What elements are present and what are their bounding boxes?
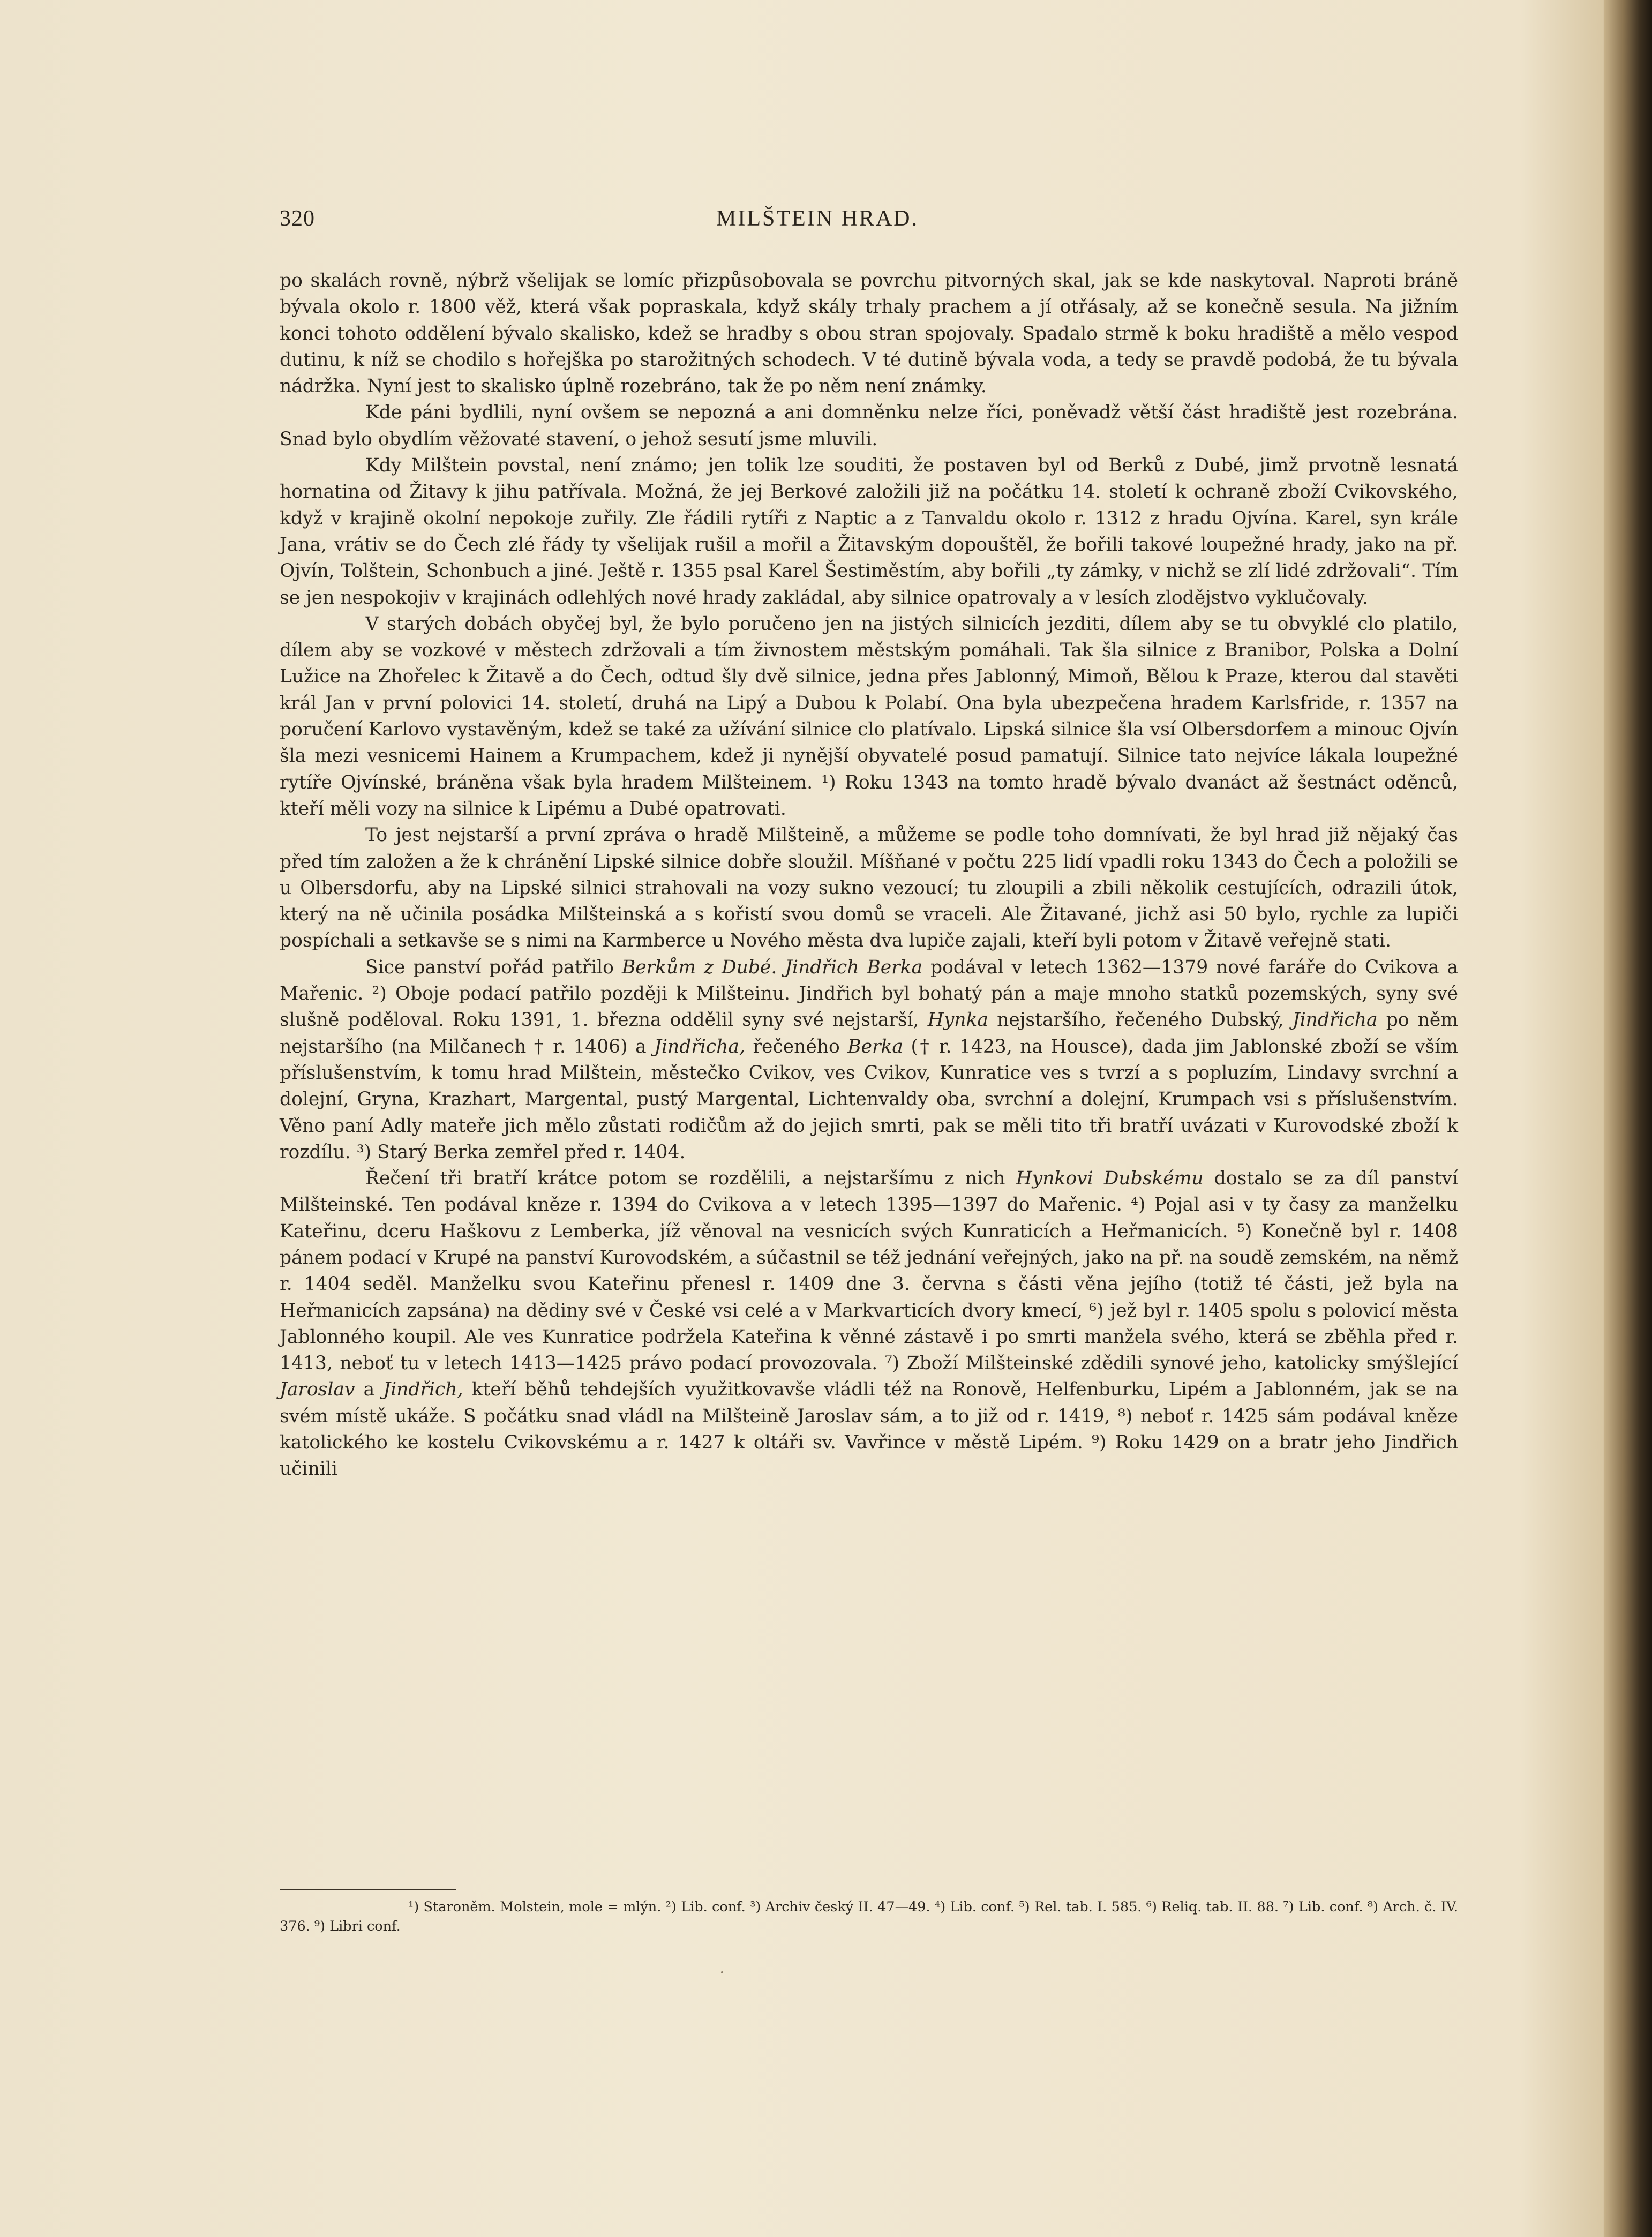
paragraph-5: To jest nejstarší a první zpráva o hradě Milšteině, a můžeme se podle toho domnívati, že byl hrad již nějaký čas před tím založen a že k chránění Lipské silnice dobře sloužil. Míšňané v počtu 225 lidí vpadli roku 1343 do Čech a položili se u Olbersdorfu, aby na Lipské silnici strahovali na vozy sukno vezoucí; tu zloupili a zbili několik cestujících, odrazili útok, který na ně učinila posádka Milšteinská a s kořistí svou domů se vraceli. Ale Žitavané, jichž asi 50 bylo, rychle za lupiči pospíchali a setkavše se s nimi na Karmberce u Nového města dva lupiče zajali, kteří byli potom v Žitavě veřejně stati. bbox=[280, 824, 1458, 952]
italic-name: Hynkovi Dubskému bbox=[1016, 1168, 1204, 1190]
running-head: MILŠTEIN HRAD. bbox=[716, 206, 919, 231]
page-header bbox=[280, 206, 1355, 243]
paragraph-3: Kdy Milštein povstal, není známo; jen tolik lze souditi, že postaven byl od Berků z Dubé, jimž prvotně lesnatá hornatina od Žitavy k jihu patřívala. Možná, že jej Berkové založili již na počátku 14. století k ochraně zboží Cvikovského, když v krajině okolní nepokoje zuřily. Zle řádili rytíři z Naptic a z Tanvaldu okolo r. 1312 z hradu Ojvína. Karel, syn krále Jana, vrátiv se do Čech zlé řády ty všelijak rušil a mořil a Žitavským dopouštěl, že bořili takové loupežné hrady, jako na př. Ojvín, Tolštein, Schonbuch a jiné. Ještě r. 1355 psal Karel Šestiměstím, aby bořili „ty zámky, v nichž se zlí lidé zdržovali“. Tím se jen nespokojiv v krajinách odlehlých nové hrady zakládal, aby silnice opatrovaly a v lesích zlodějstvo vyklučovaly. bbox=[280, 455, 1458, 609]
paragraph-7: Řečení tři bratří krátce potom se rozdělili, a nejstaršímu z nich Hynkovi Dubskému dostalo se za díl panství Milšteinské. Ten podával kněze r. 1394 do Cvikova a v letech 1395—1397 do Mařenic. ⁴) Pojal asi v ty časy za manželku Kateřinu, dceru Haškovu z Lemberka, jíž věnoval na vesnicích svých Kunraticích a Heřmanicích. ⁵) Konečně byl r. 1408 pánem podací v Krupé na panství Kurovodském, a súčastnil se též jednání veřejných, jako na př. na soudě zemském, na němž r. 1404 seděl. Manželku svou Kateřinu přenesl r. 1409 dne 3. června s části věna jejího (totiž té části, jež byla na Heřmanicích zapsána) na dědiny své v České vsi celé a v Markvarticích dvory kmecí, ⁶) jež byl r. 1405 spolu s polovicí města Jablonného koupil. Ale ves Kunratice podržela Kateřina k věnné zástavě i po smrti manžela svého, která se zběhla před r. 1413, neboť tu v letech 1413—1425 právo podací provozovala. ⁷) Zboží Milšteinské zdědili synové jeho, katolicky smýšlející Jaroslav a Jindřich, kteří běhů tehdejších využitkovavše vládli též na Ronově, Helfenburku, Lipém a Jablonném, jak se na svém místě ukáže. S počátku snad vládl na Milšteině Jaroslav sám, a to již od r. 1419, ⁸) neboť r. 1425 sám podával kněze katolického ke kostelu Cvikovskému a r. 1427 k oltáři sv. Vavřince v městě Lipém. ⁹) Roku 1429 on a bratr jeho Jindřich učinili bbox=[280, 1168, 1459, 1480]
footnotes: ¹) Staroněm. Molstein, mole = mlýn. ²) Lib. conf. ³) Archiv český II. 47—49. ⁴) Lib. conf. ⁵) Rel. tab. I. 585. ⁶) Reliq. tab. II. 88. ⁷) Lib. conf. ⁸) Arch. č. IV. 376. ⁹) Libri conf. bbox=[280, 1899, 1458, 1934]
italic-name: Berkům z Dubé bbox=[621, 956, 771, 978]
paragraph-4: V starých dobách obyčej byl, že bylo poručeno jen na jistých silnicích jezditi, dílem aby se tu obvyklé clo platilo, dílem aby se vozkové v městech zdržovali a tím živnostem městským pomáhali. Tak šla silnice z Branibor, Polska a Dolní Lužice na Zhořelec k Žitavě a do Čech, odtud šly dvě silnice, jedna přes Jablonný, Mimoň, Bělou k Praze, kterou dal stavěti král Jan v první polovici 14. století, druhá na Lipý a Dubou k Polabí. Ona byla ubezpečena hradem Karlsfride, r. 1357 na poručení Karlovo vystavěným, kdež se také za užívání silnice clo platívalo. Lipská silnice šla vsí Olbersdorfem a minouc Ojvín šla mezi vesnicemi Hainem a Krumpachem, kdež ji nynější obyvatelé posud pamatují. Silnice tato nejvíce lákala loupežné rytíře Ojvínské, bráněna však byla hradem Milšteinem. ¹) Roku 1343 na tomto hradě bývalo dvanáct až šestnáct oděnců, kteří měli vozy na silnice k Lipému a Dubé opatrovati. bbox=[280, 613, 1458, 820]
page-number: 320 bbox=[280, 206, 315, 231]
italic-name: Jindřicha bbox=[1292, 1009, 1378, 1031]
paragraph-6: Sice panství pořád patřilo Berkům z Dubé. Jindřich Berka podával v letech 1362—1379 nové faráře do Cvikova a Mařenic. ²) Oboje podací patřilo později k Milšteinu. Jindřich byl bohatý pán a maje mnoho statků pozemských, syny své slušně poděloval. Roku 1391, 1. března oddělil syny své nejstarší, Hynka nejstaršího, řečeného Dubský, Jindřicha po něm nejstaršího (na Milčanech † r. 1406) a Jindřicha, řečeného Berka († r. 1423, na Housce), dada jim Jablonské zboží se vším příslušenstvím, k tomu hrad Milštein, městečko Cvikov, ves Cvikov, Kunratice ves s tvrzí a s popluzím, Lindavy svrchní a dolejní, Gryna, Krazhart, Margental, pustý Margental, Lichtenvaldy oba, svrchní a dolejní, Krumpach vsi s příslušenstvím. Věno paní Adly mateře jich mělo zůstati rodičům až do jejich smrti, pak se měli tito tři bratří uvázati v Kurovodské zboží k rozdílu. ³) Starý Berka zemřel před r. 1404. bbox=[280, 956, 1459, 1163]
paper-speck bbox=[721, 1971, 723, 1973]
footnote-rule bbox=[280, 1889, 456, 1890]
italic-name: Berka bbox=[847, 1035, 903, 1057]
italic-name: Jindřich Berka bbox=[785, 956, 923, 978]
italic-name: Jaroslav bbox=[280, 1379, 355, 1401]
book-spine-edge bbox=[1604, 0, 1652, 2237]
italic-name: Hynka bbox=[927, 1009, 988, 1031]
paragraph-1: po skalách rovně, nýbrž všelijak se lomíc přizpůsobovala se povrchu pitvorných skal, jak se kde naskytoval. Naproti bráně bývala okolo r. 1800 věž, která však popraskala, když skály trhaly prachem a jí otřásaly, až se konečně sesula. Na jižním konci tohoto oddělení bývalo skalisko, kdež se hradby s obou stran spojovaly. Spadalo strmě k boku hradiště a mělo vespod dutinu, k níž se chodilo s hořejška po starožitných schodech. V té dutině bývala voda, a tedy se pravdě podobá, že tu bývala nádržka. Nyní jest to skalisko úplně rozebráno, tak že po něm není známky. bbox=[280, 270, 1458, 397]
body-text bbox=[280, 268, 1458, 1483]
italic-name: Jindřich, bbox=[383, 1379, 463, 1401]
paragraph-2: Kde páni bydlili, nyní ovšem se nepozná a ani domněnku nelze říci, poněvadž větší část hradiště jest rozebrána. Snad bylo obydlím věžovaté stavení, o jehož sesutí jsme mluvili. bbox=[280, 402, 1458, 450]
italic-name: Jindřicha, bbox=[654, 1035, 745, 1057]
